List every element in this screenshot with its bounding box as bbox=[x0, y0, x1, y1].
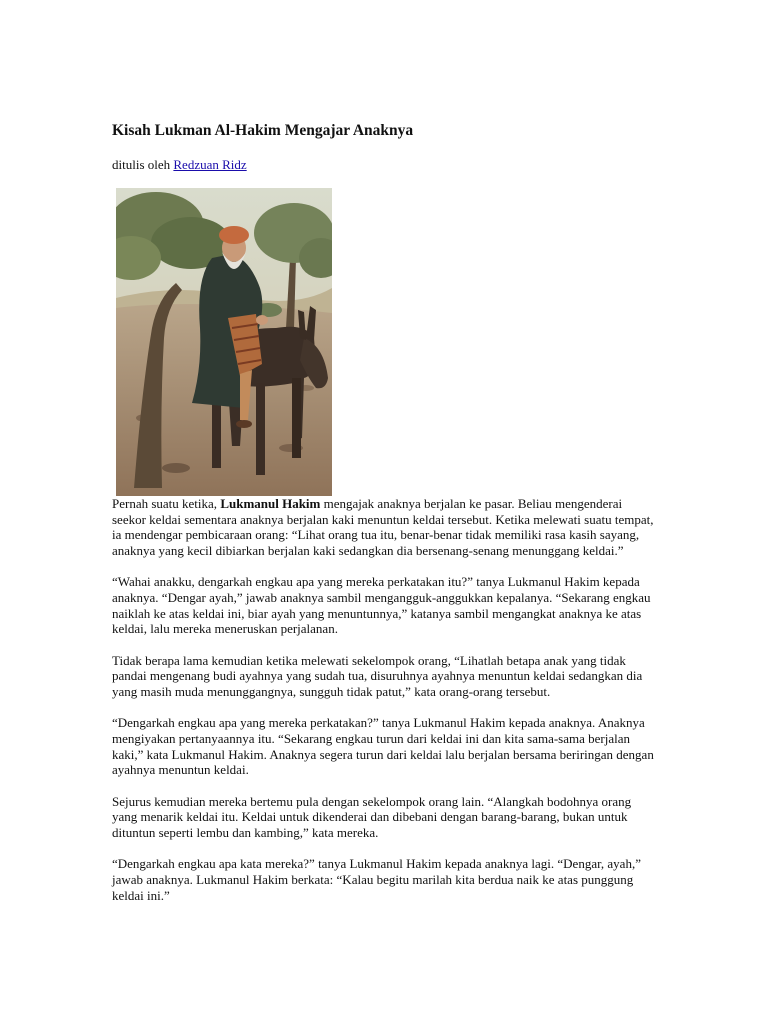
paragraph-4: “Dengarkah engkau apa yang mereka perkatakan?” tanya Lukmanul Hakim kepada anaknya. Anaknya mengiyakan pertanyaannya itu. “Sekarang engkau turun dari keldai ini dan kita sama-sama berjalan kaki,” kata Lukmanul Hakim. Anaknya segera turun dari keldai lalu berjalan bersama beriringan dengan ayahnya menuntun keldai. bbox=[112, 715, 654, 778]
paragraph-2: “Wahai anakku, dengarkah engkau apa yang mereka perkatakan itu?” tanya Lukmanul Hakim kepada anaknya. “Dengar ayah,” jawab anaknya sambil mengangguk-anggukkan kepalanya. “Sekarang engkau naiklah ke atas keldai ini, biar ayah yang menuntunnya,” katanya sambil mengangkat anaknya ke atas keldai, lalu mereka meneruskan perjalanan. bbox=[112, 574, 651, 637]
author-link[interactable]: Redzuan Ridz bbox=[173, 157, 247, 172]
article bbox=[112, 120, 657, 919]
paragraph-6: “Dengarkah engkau apa kata mereka?” tanya Lukmanul Hakim kepada anaknya lagi. “Dengar, ayah,” jawab anaknya. Lukmanul Hakim berkata: “Kalau begitu marilah kita berdua naik ke atas punggung keldai ini.” bbox=[112, 856, 641, 903]
paragraph-3: Tidak berapa lama kemudian ketika melewati sekelompok orang, “Lihatlah betapa anak yang tidak pandai mengenang budi ayahnya yang sudah tua, disuruhnya ayahnya menuntun keldai sedangkan dia yang masih muda menunggangnya, sungguh tidak patut,” kata orang-orang tersebut. bbox=[112, 652, 643, 700]
paragraph-5: Sejurus kemudian mereka bertemu pula dengan sekelompok orang lain. “Alangkah bodohnya orang yang menarik keldai itu. Keldai untuk dikenderai dan dibebani dengan barang-barang, bukan untuk dituntun seperti lembu dan kambing,” kata mereka. bbox=[112, 793, 632, 840]
paragraph-1 bbox=[112, 496, 657, 559]
article-title: Kisah Lukman Al-Hakim Mengajar Anaknya bbox=[112, 122, 414, 139]
photo-old-man-riding-donkey bbox=[116, 188, 332, 496]
paragraph-1-intro: Pernah suatu ketika, bbox=[112, 496, 221, 511]
byline-prefix: ditulis oleh bbox=[112, 157, 174, 172]
paragraph-1-rest: mengajak anaknya berjalan ke pasar. Beliau mengenderai seekor keldai sementara anaknya berjalan kaki menuntun keldai tersebut. Ketika melewati suatu tempat, ia mendengar pembicaraan orang: “Lihat orang tua itu, benar-benar tidak memiliki rasa kasih sayang, anaknya yang kecil dibiarkan berjalan kaki sedangkan dia bersenang-senang menunggang keldai.” bbox=[112, 496, 654, 559]
byline bbox=[112, 156, 657, 174]
paragraph-1-name: Lukmanul Hakim bbox=[220, 496, 321, 511]
